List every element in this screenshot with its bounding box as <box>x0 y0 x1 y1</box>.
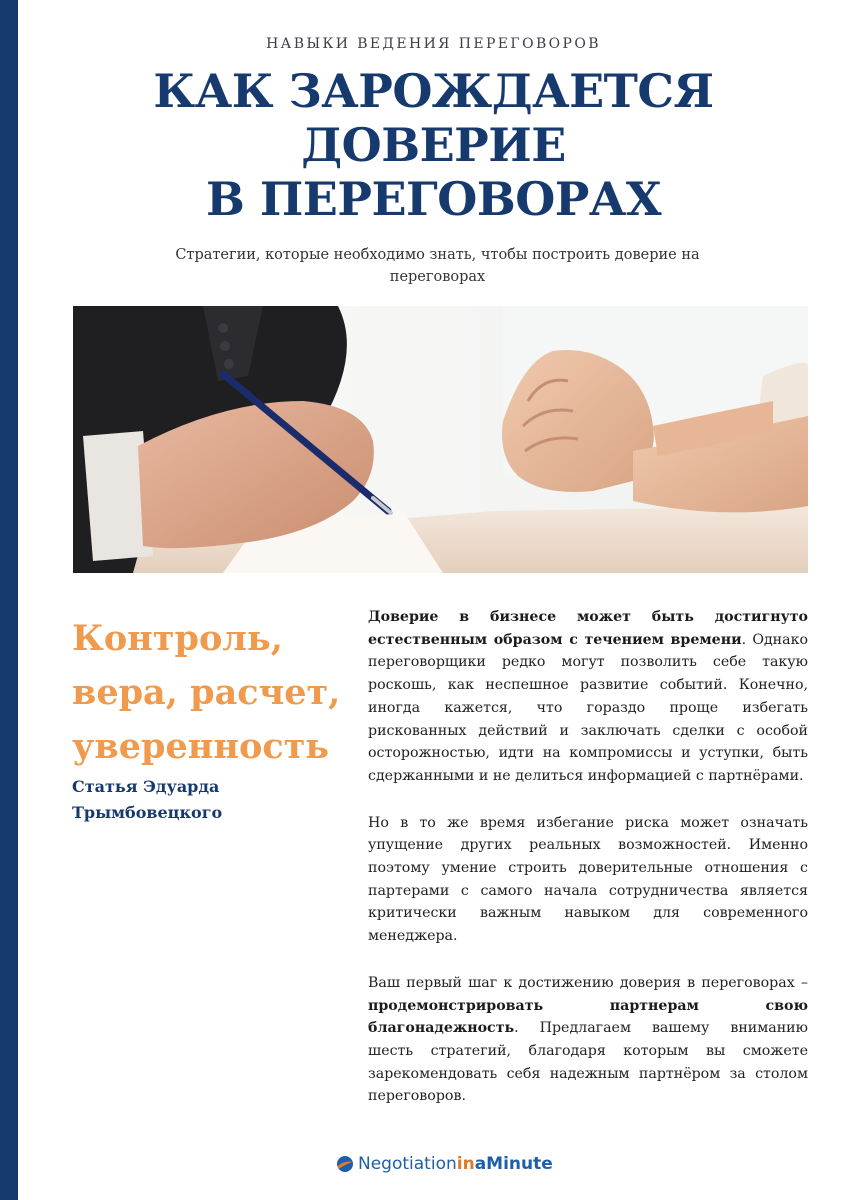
headline-line-2: вера, расчет, <box>72 672 341 713</box>
article-body <box>368 606 808 1132</box>
title-line-2: ДОВЕРИЕ <box>301 118 566 172</box>
byline-line-1: Статья Эдуарда <box>72 777 220 796</box>
logo-text-negotiation: Negotiation <box>358 1154 457 1174</box>
globe-swoosh-icon <box>336 1155 354 1173</box>
paragraph-1-text: . Однако переговорщики редко могут позволить себе такую роскошь, как неспешное развитие событий. Конечно, иногда кажется, что гораздо проще избегать рискованных действий и заключать сделки с особой осторожностью, идти на компромиссы и уступки, быть сдержанными и не делиться информацией с партнёрами. <box>368 631 809 784</box>
side-accent-bar <box>0 0 18 1200</box>
page-title <box>18 64 849 226</box>
byline-line-2: Трымбовецкого <box>72 803 223 822</box>
section-kicker: НАВЫКИ ВЕДЕНИЯ ПЕРЕГОВОРОВ <box>266 36 601 52</box>
author-byline <box>72 774 332 826</box>
paragraph-3 <box>368 972 808 1108</box>
title-line-1: КАК ЗАРОЖДАЕТСЯ <box>153 64 714 118</box>
paragraph-3-bold: продемонстрировать партнерам свою благонадежность <box>368 997 808 1037</box>
headline-line-3: уверенность <box>72 726 330 767</box>
section-headline <box>72 612 362 774</box>
paragraph-2: Но в то же время избегание риска может означать упущение других реальных возможностей. Именно поэтому умение строить доверительные отношения с партерами с самого начала сотрудничества является критически важным навыком для современного менеджера. <box>368 814 808 945</box>
paragraph-1 <box>368 606 808 788</box>
title-line-3: В ПЕРЕГОВОРАХ <box>205 172 662 226</box>
paragraph-1-bold: Доверие в бизнесе может быть достигнуто естественным образом с течением времени <box>368 609 808 648</box>
brand-logo <box>336 1152 553 1176</box>
logo-text-in: in <box>456 1154 475 1174</box>
headline-line-1: Контроль, <box>72 618 283 659</box>
paragraph-3-text-start: Ваш первый шаг к достижению доверия в переговорах – <box>368 974 808 991</box>
logo-text-aminute: aMinute <box>474 1154 553 1174</box>
negotiation-hands-photo <box>73 306 808 573</box>
page-subtitle: Стратегии, которые необходимо знать, чтобы построить доверие на переговорах <box>175 247 700 285</box>
paragraph-3-text-end: . Предлагаем вашему вниманию шесть стратегий, благодаря которым вы сможете зарекомендовать себя надежным партнёром за столом переговоров. <box>368 1020 808 1105</box>
